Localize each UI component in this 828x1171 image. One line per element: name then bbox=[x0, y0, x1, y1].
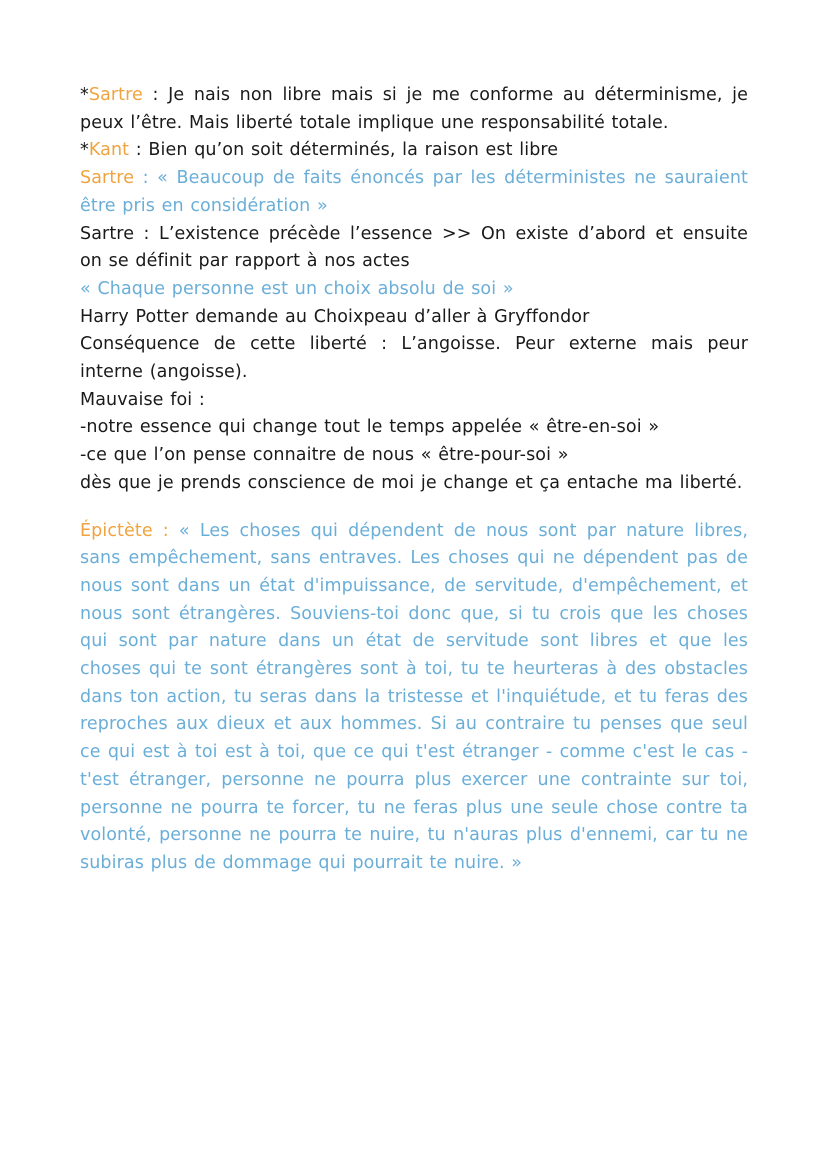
existence-note: Sartre : L’existence précède l’essence >> On existe d’abord et ensuite on se définit par rapport à nos actes bbox=[80, 223, 748, 272]
document-page bbox=[80, 82, 748, 878]
mauvaise-foi-heading: Mauvaise foi : bbox=[80, 389, 205, 410]
philosopher-name-kant: Kant bbox=[88, 140, 130, 161]
sartre-quote-note bbox=[80, 165, 748, 220]
choix-absolu-quote: « Chaque personne est un choix absolu de soi » bbox=[80, 278, 514, 299]
section-spacer bbox=[80, 498, 748, 518]
sartre-quote-text: : « Beaucoup de faits énoncés par les déterministes ne sauraient être pris en considération » bbox=[80, 168, 748, 216]
harry-potter-example: Harry Potter demande au Choixpeau d’aller à Gryffondor bbox=[80, 306, 590, 327]
epictete-quote bbox=[80, 518, 748, 878]
etre-en-soi-item: -notre essence qui change tout le temps appelée « être-en-soi » bbox=[80, 417, 660, 438]
epictete-section bbox=[80, 518, 748, 878]
philosopher-name-epictete: Épictète : bbox=[80, 520, 169, 541]
sartre-determinism-text: : Je nais non libre mais si je me conforme au déterminisme, je peux l’être. Mais liberté totale implique une responsabilité totale. bbox=[80, 85, 748, 133]
epictete-quote-text: « Les choses qui dépendent de nous sont par nature libres, sans empêchement, sans entraves. Les choses qui ne dépendent pas de nous sont dans un état d'impuissance, de servitude, d'empêchement, et nous sont étrangères. Souviens-toi donc que, si tu crois que les choses qui sont par nature dans un état de servitude sont libres et que les choses qui te sont étrangères sont à toi, tu te heurteras à des obstacles dans ton action, tu seras dans la tristesse et l'inquiétude, et tu feras des reproches aux dieux et aux hommes. Si au contraire tu penses que seul ce qui est à toi est à toi, que ce qui t'est étranger - comme c'est le cas - t'est étranger, personne ne pourra plus exercer une contrainte sur toi, personne ne pourra te forcer, tu ne feras plus une seule chose contre ta volonté, personne ne pourra te nuire, tu n'auras plus d'ennemi, car tu ne subiras plus de dommage qui pourrait te nuire. » bbox=[80, 520, 748, 873]
kant-text: : Bien qu’on soit déterminés, la raison est libre bbox=[129, 140, 559, 161]
sartre-determinism-note: *Sartre : Je nais non libre mais si je me conforme au déterminisme, je peux l’être. Mais liberté totale implique une responsabilité totale. bbox=[80, 85, 748, 133]
philosopher-name-sartre: Sartre bbox=[88, 85, 143, 105]
etre-pour-soi-item: -ce que l’on pense connaitre de nous « être-pour-soi » bbox=[80, 445, 569, 466]
conscience-note: dès que je prends conscience de moi je change et ça entache ma liberté. bbox=[80, 472, 743, 493]
philosopher-name-sartre-quote: Sartre bbox=[80, 168, 135, 189]
consequence-note: Conséquence de cette liberté : L’angoisse. Peur externe mais peur interne (angoisse). bbox=[80, 334, 748, 383]
kant-note: *Kant : Bien qu’on soit déterminés, la raison est libre bbox=[80, 140, 559, 161]
